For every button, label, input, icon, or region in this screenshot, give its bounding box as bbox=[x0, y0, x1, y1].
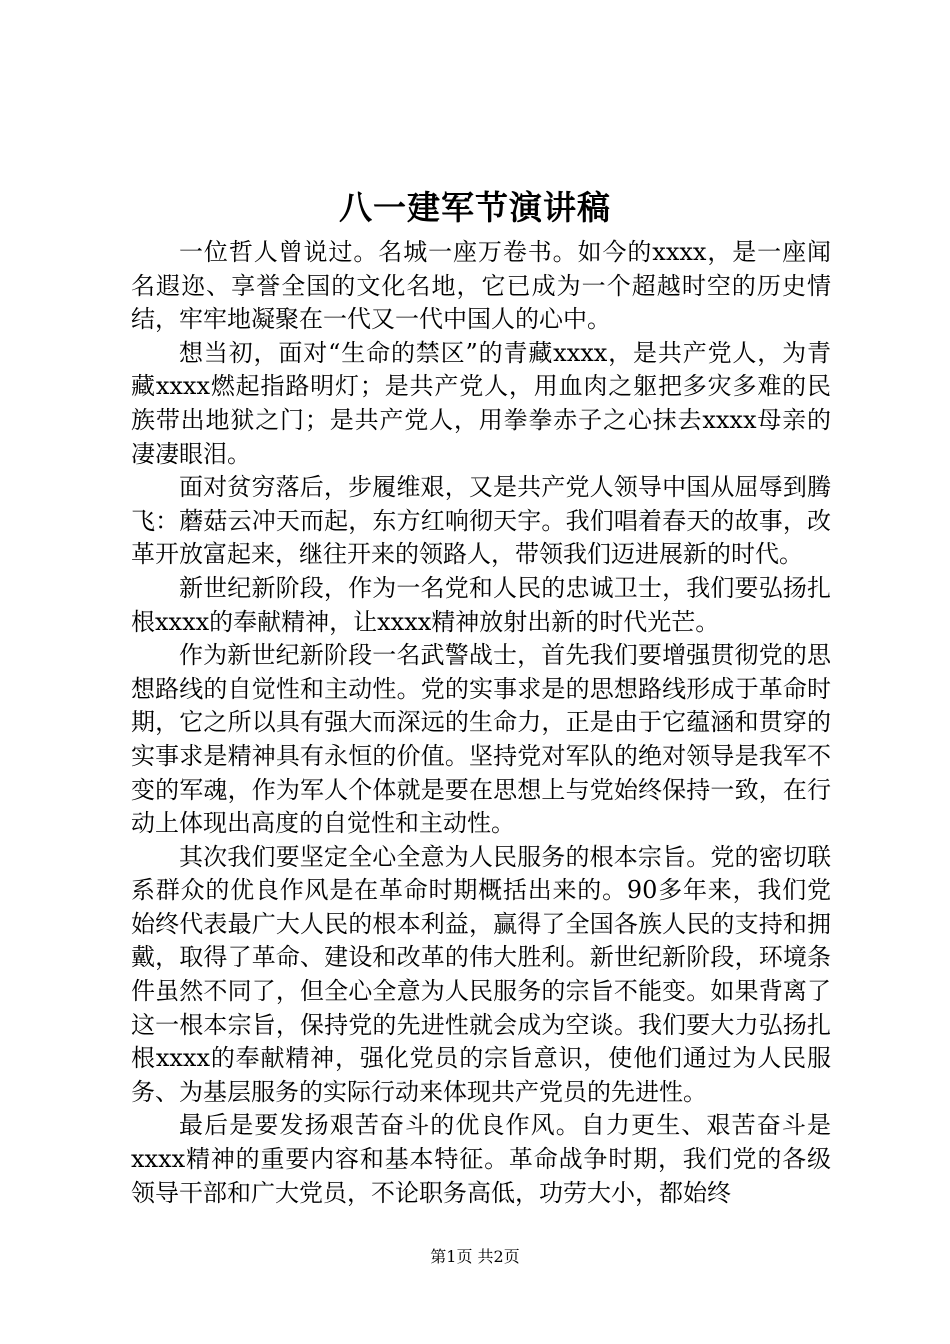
page-number-footer: 第1页 共2页 bbox=[430, 1247, 520, 1266]
paragraph: 最后是要发扬艰苦奋斗的优良作风。自力更生、艰苦奋斗是xxxx精神的重要内容和基本特征。革命战争时期，我们党的各级领导干部和广大党员，不论职务高低，功劳大小，都始终 bbox=[131, 1111, 831, 1207]
paragraph: 面对贫穷落后，步履维艰，又是共产党人领导中国从屈辱到腾飞：蘑菇云冲天而起，东方红响彻天宇。我们唱着春天的故事，改革开放富起来，继往开来的领路人，带领我们迈进展新的时代。 bbox=[131, 473, 831, 569]
paragraph: 新世纪新阶段，作为一名党和人民的忠诚卫士，我们要弘扬扎根xxxx的奉献精神，让xxxx精神放射出新的时代光芒。 bbox=[131, 573, 831, 636]
document-title: 八一建军节演讲稿 bbox=[339, 188, 611, 227]
paragraph: 其次我们要坚定全心全意为人民服务的根本宗旨。党的密切联系群众的优良作风是在革命时期概括出来的。90多年来，我们党始终代表最广大人民的根本利益，赢得了全国各族人民的支持和拥戴，取得了革命、建设和改革的伟大胜利。新世纪新阶段，环境条件虽然不同了，但全心全意为人民服务的宗旨不能变。如果背离了这一根本宗旨，保持党的先进性就会成为空谈。我们要大力弘扬扎根xxxx的奉献精神，强化党员的宗旨意识，使他们通过为人民服务、为基层服务的实际行动来体现共产党员的先进性。 bbox=[131, 842, 831, 1106]
paragraph: 想当初，面对“生命的禁区”的青藏xxxx，是共产党人，为青藏xxxx燃起指路明灯；是共产党人，用血肉之躯把多灾多难的民族带出地狱之门；是共产党人，用拳拳赤子之心抹去xxxx母亲的凄凄眼泪。 bbox=[131, 338, 831, 468]
document-body bbox=[131, 236, 831, 1210]
paragraph: 作为新世纪新阶段一名武警战士，首先我们要增强贯彻党的思想路线的自觉性和主动性。党的实事求是的思想路线形成于革命时期，它之所以具有强大而深远的生命力，正是由于它蕴涵和贯穿的实事求是精神具有永恒的价值。坚持党对军队的绝对领导是我军不变的军魂，作为军人个体就是要在思想上与党始终保持一致，在行动上体现出高度的自觉性和主动性。 bbox=[131, 641, 831, 838]
paragraph: 一位哲人曾说过。名城一座万卷书。如今的xxxx，是一座闻名遐迩、享誉全国的文化名地，它已成为一个超越时空的历史情结，牢牢地凝聚在一代又一代中国人的心中。 bbox=[131, 238, 831, 334]
